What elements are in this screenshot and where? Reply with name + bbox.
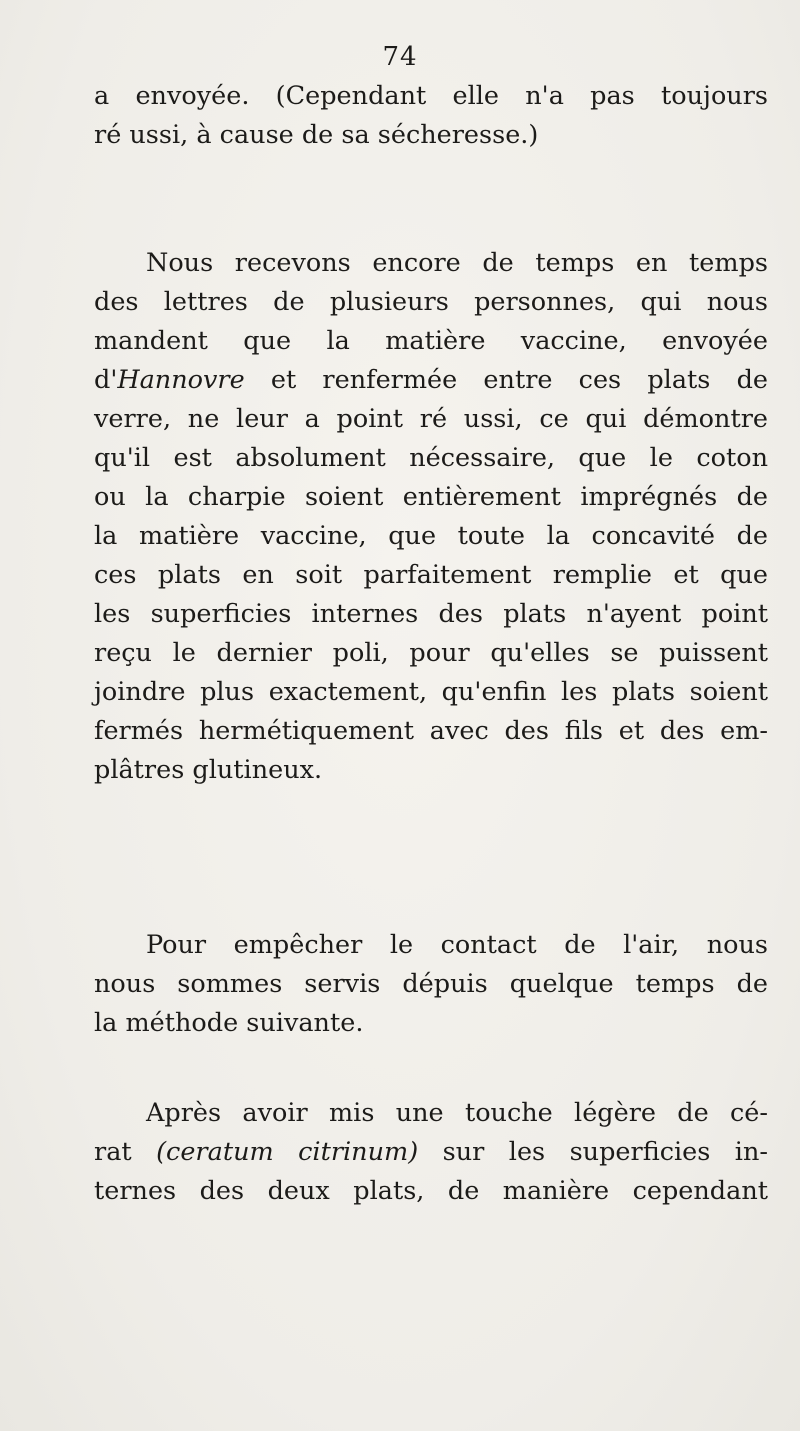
paragraph-1 [94,77,768,155]
text-run: rat [94,1137,157,1167]
text-line: ternes des deux plats, de manière cependant [94,1176,768,1206]
text-line: a envoyée. (Cependant elle n'a pas toujours [94,81,768,111]
text-line [94,361,768,400]
italic-latin-term: (ceratum citrinum) [156,1137,419,1167]
paragraph-3 [94,926,768,1043]
text-line: ou la charpie soient entièrement imprégnés de [94,482,768,512]
italic-place-name: Hannovre [117,365,245,395]
paragraph-2 [94,244,768,790]
text-line: les superficies internes des plats n'ayent point [94,599,768,629]
text-run: d' [94,365,118,395]
text-line: joindre plus exactement, qu'enfin les plats soient [94,677,768,707]
text-line: Pour empêcher le contact de l'air, nous [146,930,768,960]
text-line: Nous recevons encore de temps en temps [146,248,768,278]
text-line: ces plats en soit parfaitement remplie et que [94,560,768,590]
text-line: reçu le dernier poli, pour qu'elles se puissent [94,638,768,668]
paragraph-4 [94,1094,768,1211]
page-number: 74 [382,42,418,72]
text-line: la méthode suivante. [94,1008,364,1038]
text-line: Après avoir mis une touche légère de cé- [146,1098,768,1128]
text-line: ré ussi, à cause de sa sécheresse.) [94,120,539,150]
text-run: et renfermée entre ces plats de [244,365,768,395]
text-line [94,1133,768,1172]
text-line: verre, ne leur a point ré ussi, ce qui démontre [94,404,768,434]
text-line: nous sommes servis dépuis quelque temps de [94,969,768,999]
text-line: la matière vaccine, que toute la concavité de [94,521,768,551]
text-line: mandent que la matière vaccine, envoyée [94,326,768,356]
text-line: qu'il est absolument nécessaire, que le coton [94,443,768,473]
text-run: sur les superficies in- [418,1137,768,1167]
text-line: fermés hermétiquement avec des fils et des em- [94,716,768,746]
text-line: plâtres glutineux. [94,755,323,785]
text-line: des lettres de plusieurs personnes, qui nous [94,287,768,317]
